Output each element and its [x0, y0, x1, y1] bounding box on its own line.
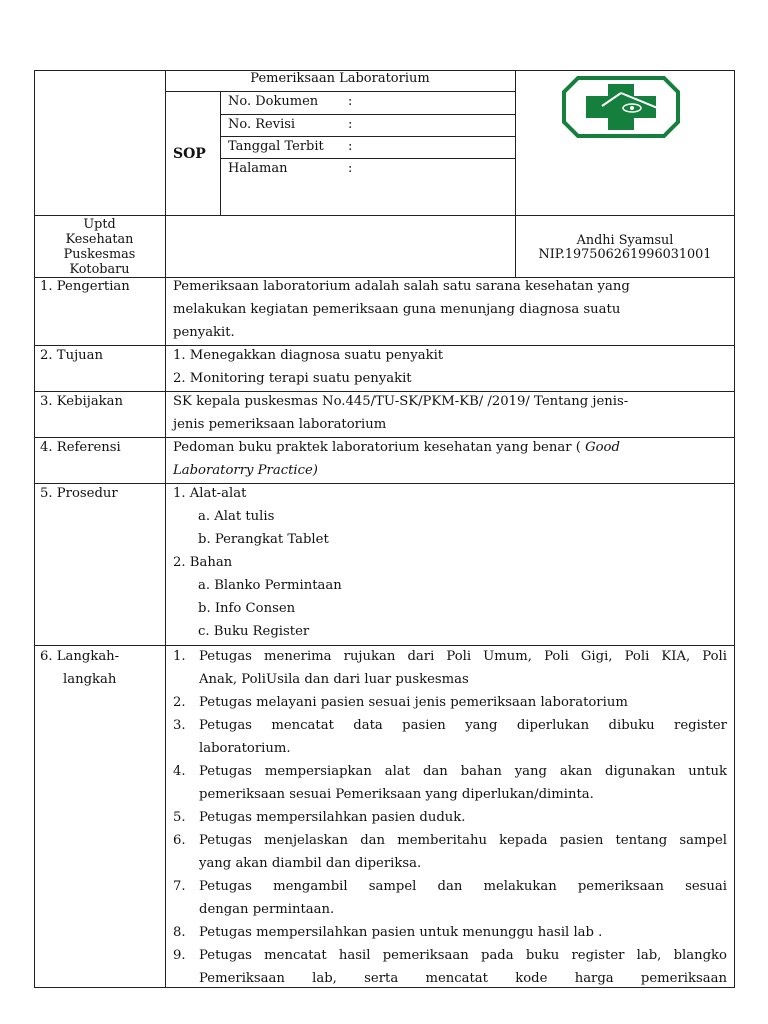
- step-line: Petugas mempersilahkan pasien duduk.: [199, 810, 466, 825]
- step-line: yang akan diambil dan diperiksa.: [199, 856, 422, 871]
- table-border: [220, 91, 221, 215]
- pengertian-line: melakukan kegiatan pemeriksaan guna menunjang diagnosa suatu: [173, 302, 621, 317]
- step-line: Petugas mempersiapkan alat dan bahan yang akan digunakan untuk: [199, 764, 727, 779]
- prosedur-line: b. Perangkat Tablet: [198, 532, 329, 547]
- org-name: Uptd Kesehatan Puskesmas Kotobaru: [63, 217, 136, 277]
- table-border: [34, 70, 35, 988]
- prosedur-line: 1. Alat-alat: [173, 486, 247, 501]
- prosedur-line: 2. Bahan: [173, 555, 233, 570]
- prosedur-line: a. Alat tulis: [198, 509, 275, 524]
- puskesmas-logo: [562, 76, 680, 138]
- signer-name: Andhi Syamsul: [576, 233, 674, 248]
- step-line: Petugas melayani pasien sesuai jenis pemeriksaan laboratorium: [199, 695, 628, 710]
- table-border: [165, 70, 166, 988]
- step-number: 4.: [173, 764, 186, 779]
- field-colon: :: [348, 94, 353, 109]
- table-border: [734, 70, 735, 988]
- prosedur-line: b. Info Consen: [198, 601, 296, 616]
- prosedur-line: a. Blanko Permintaan: [198, 578, 342, 593]
- table-border: [34, 987, 735, 988]
- field-no-dokumen: No. Dokumen: [228, 94, 319, 109]
- section-label-langkah-cont: langkah: [63, 672, 117, 687]
- field-no-revisi: No. Revisi: [228, 117, 296, 132]
- step-number: 6.: [173, 833, 186, 848]
- step-line: Petugas mengambil sampel dan melakukan pemeriksaan sesuai: [199, 879, 727, 894]
- tujuan-item: 2. Monitoring terapi suatu penyakit: [173, 371, 412, 386]
- step-line: Petugas mencatat data pasien yang diperlukan dibuku register: [199, 718, 727, 733]
- referensi-line: Laboratorry Practice): [173, 463, 318, 478]
- section-label-tujuan: 2. Tujuan: [40, 348, 104, 363]
- table-border: [165, 91, 515, 92]
- step-line: laboratorium.: [199, 741, 291, 756]
- green-cross-icon: [562, 76, 680, 138]
- document-title: Pemeriksaan Laboratorium: [250, 71, 430, 86]
- tujuan-item: 1. Menegakkan diagnosa suatu penyakit: [173, 348, 444, 363]
- step-line: Petugas menjelaskan dan memberitahu kepada pasien tentang sampel: [199, 833, 727, 848]
- field-halaman: Halaman: [228, 161, 288, 176]
- step-line: Petugas menerima rujukan dari Poli Umum, Poli Gigi, Poli KIA, Poli: [199, 649, 727, 664]
- table-border: [34, 483, 735, 484]
- sop-label: SOP: [173, 146, 206, 162]
- section-label-prosedur: 5. Prosedur: [40, 486, 118, 501]
- kebijakan-line: SK kepala puskesmas No.445/TU-SK/PKM-KB/ /2019/ Tentang jenis-: [173, 394, 629, 409]
- step-line: Anak, PoliUsila dan dari luar puskesmas: [199, 672, 469, 687]
- step-number: 9.: [173, 948, 186, 963]
- step-number: 1.: [173, 649, 186, 664]
- step-line: dengan permintaan.: [199, 902, 335, 917]
- section-label-referensi: 4. Referensi: [40, 440, 121, 455]
- pengertian-line: penyakit.: [173, 325, 235, 340]
- step-number: 7.: [173, 879, 186, 894]
- step-number: 5.: [173, 810, 186, 825]
- step-line: Petugas mempersilahkan pasien untuk menunggu hasil lab .: [199, 925, 603, 940]
- section-label-kebijakan: 3. Kebijakan: [40, 394, 124, 409]
- step-line: Pemeriksaan lab, serta mencatat kode harga pemeriksaan: [199, 971, 727, 986]
- step-line: Petugas mencatat hasil pemeriksaan pada buku register lab, blangko: [199, 948, 727, 963]
- section-label-pengertian: 1. Pengertian: [40, 279, 130, 294]
- kebijakan-line: jenis pemeriksaan laboratorium: [173, 417, 387, 432]
- step-number: 2.: [173, 695, 186, 710]
- referensi-line: Pedoman buku praktek laboratorium kesehatan yang benar ( Good: [173, 440, 620, 455]
- field-colon: :: [348, 139, 353, 154]
- step-number: 8.: [173, 925, 186, 940]
- pengertian-line: Pemeriksaan laboratorium adalah salah satu sarana kesehatan yang: [173, 279, 630, 294]
- prosedur-line: c. Buku Register: [198, 624, 310, 639]
- field-colon: :: [348, 117, 353, 132]
- step-line: pemeriksaan sesuai Pemeriksaan yang diperlukan/diminta.: [199, 787, 594, 802]
- signer-nip: NIP.197506261996031001: [538, 247, 712, 262]
- field-tanggal-terbit: Tanggal Terbit: [228, 139, 324, 154]
- field-colon: :: [348, 161, 353, 176]
- table-border: [34, 215, 735, 216]
- section-label-langkah: 6. Langkah-: [40, 649, 120, 664]
- step-number: 3.: [173, 718, 186, 733]
